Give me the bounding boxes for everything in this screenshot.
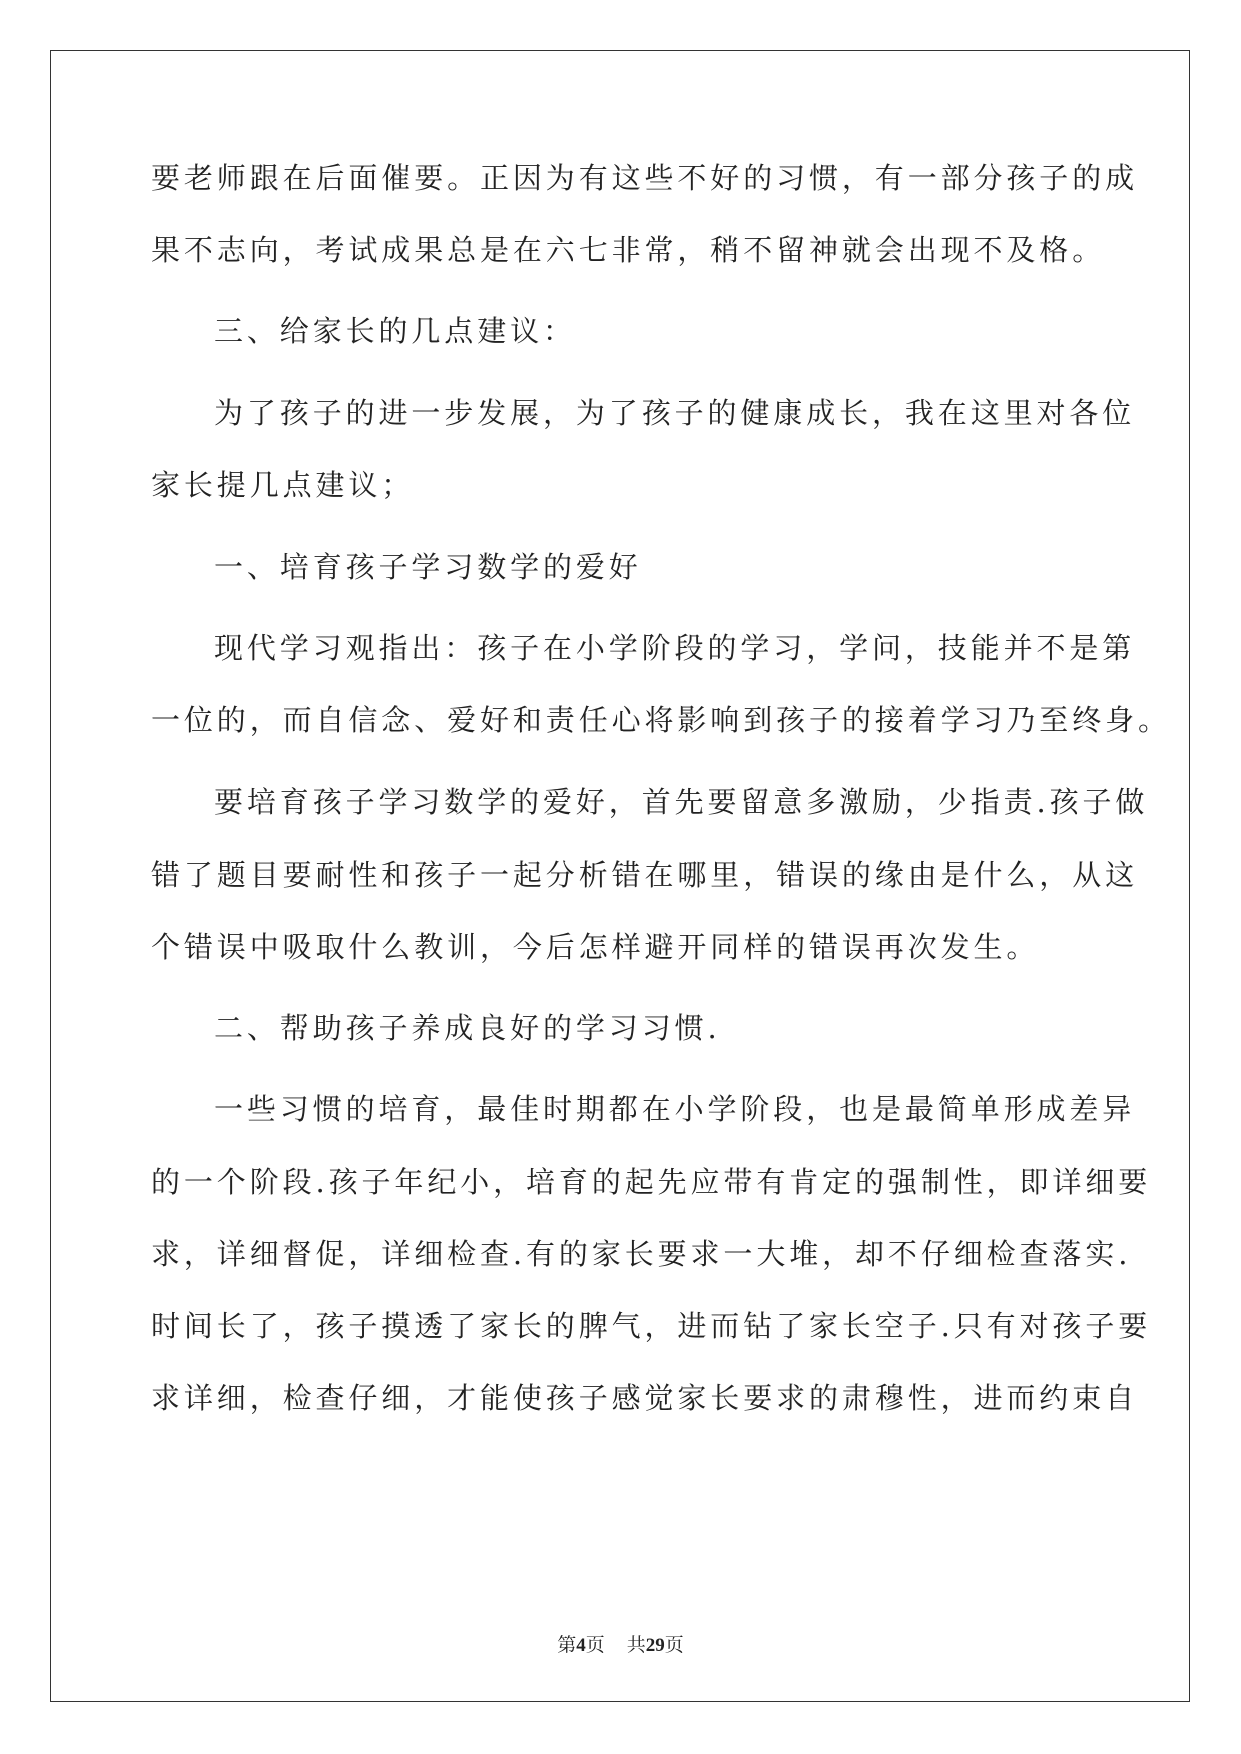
section-heading: 一、培育孩子学习数学的爱好 [214,550,642,584]
section-heading: 三、给家长的几点建议： [214,314,576,348]
paragraph-line: 现代学习观指出：孩子在小学阶段的学习，学问，技能并不是第 [214,631,1136,665]
paragraph-line: 求，详细督促，详细检查.有的家长要求一大堆，却不仔细检查落实. [151,1237,1132,1271]
paragraph-line: 为了孩子的进一步发展，为了孩子的健康成长，我在这里对各位 [214,396,1136,430]
paragraph-line: 时间长了，孩子摸透了家长的脾气，进而钻了家长空子.只有对孩子要 [151,1309,1152,1343]
page-label-suffix: 页 [585,1635,605,1656]
page-number: 4 [576,1635,586,1656]
total-pages: 29 [645,1635,665,1656]
paragraph-line: 错了题目要耐性和孩子一起分析错在哪里，错误的缘由是什么，从这 [151,858,1139,892]
page-label-prefix: 第 [557,1635,577,1656]
total-label-suffix: 页 [664,1635,684,1656]
paragraph-line: 果不志向，考试成果总是在六七非常，稍不留神就会出现不及格。 [151,233,1106,267]
page-footer [0,1630,1241,1657]
paragraph-line: 的一个阶段.孩子年纪小，培育的起先应带有肯定的强制性，即详细要 [151,1165,1152,1199]
paragraph-line: 要培育孩子学习数学的爱好，首先要留意多激励，少指责.孩子做 [214,785,1149,819]
section-heading: 二、帮助孩子养成良好的学习习惯. [214,1011,721,1045]
paragraph-line: 家长提几点建议； [151,468,415,502]
paragraph-line: 要老师跟在后面催要。正因为有这些不好的习惯，有一部分孩子的成 [151,161,1139,195]
paragraph-line: 个错误中吸取什么教训，今后怎样避开同样的错误再次发生。 [151,930,1040,964]
paragraph-line: 一些习惯的培育，最佳时期都在小学阶段，也是最简单形成差异 [214,1092,1136,1126]
paragraph-line: 一位的，而自信念、爱好和责任心将影响到孩子的接着学习乃至终身。 [151,703,1171,737]
total-label-prefix: 共 [626,1635,646,1656]
paragraph-line: 求详细，检查仔细，才能使孩子感觉家长要求的肃穆性，进而约束自 [151,1381,1139,1415]
